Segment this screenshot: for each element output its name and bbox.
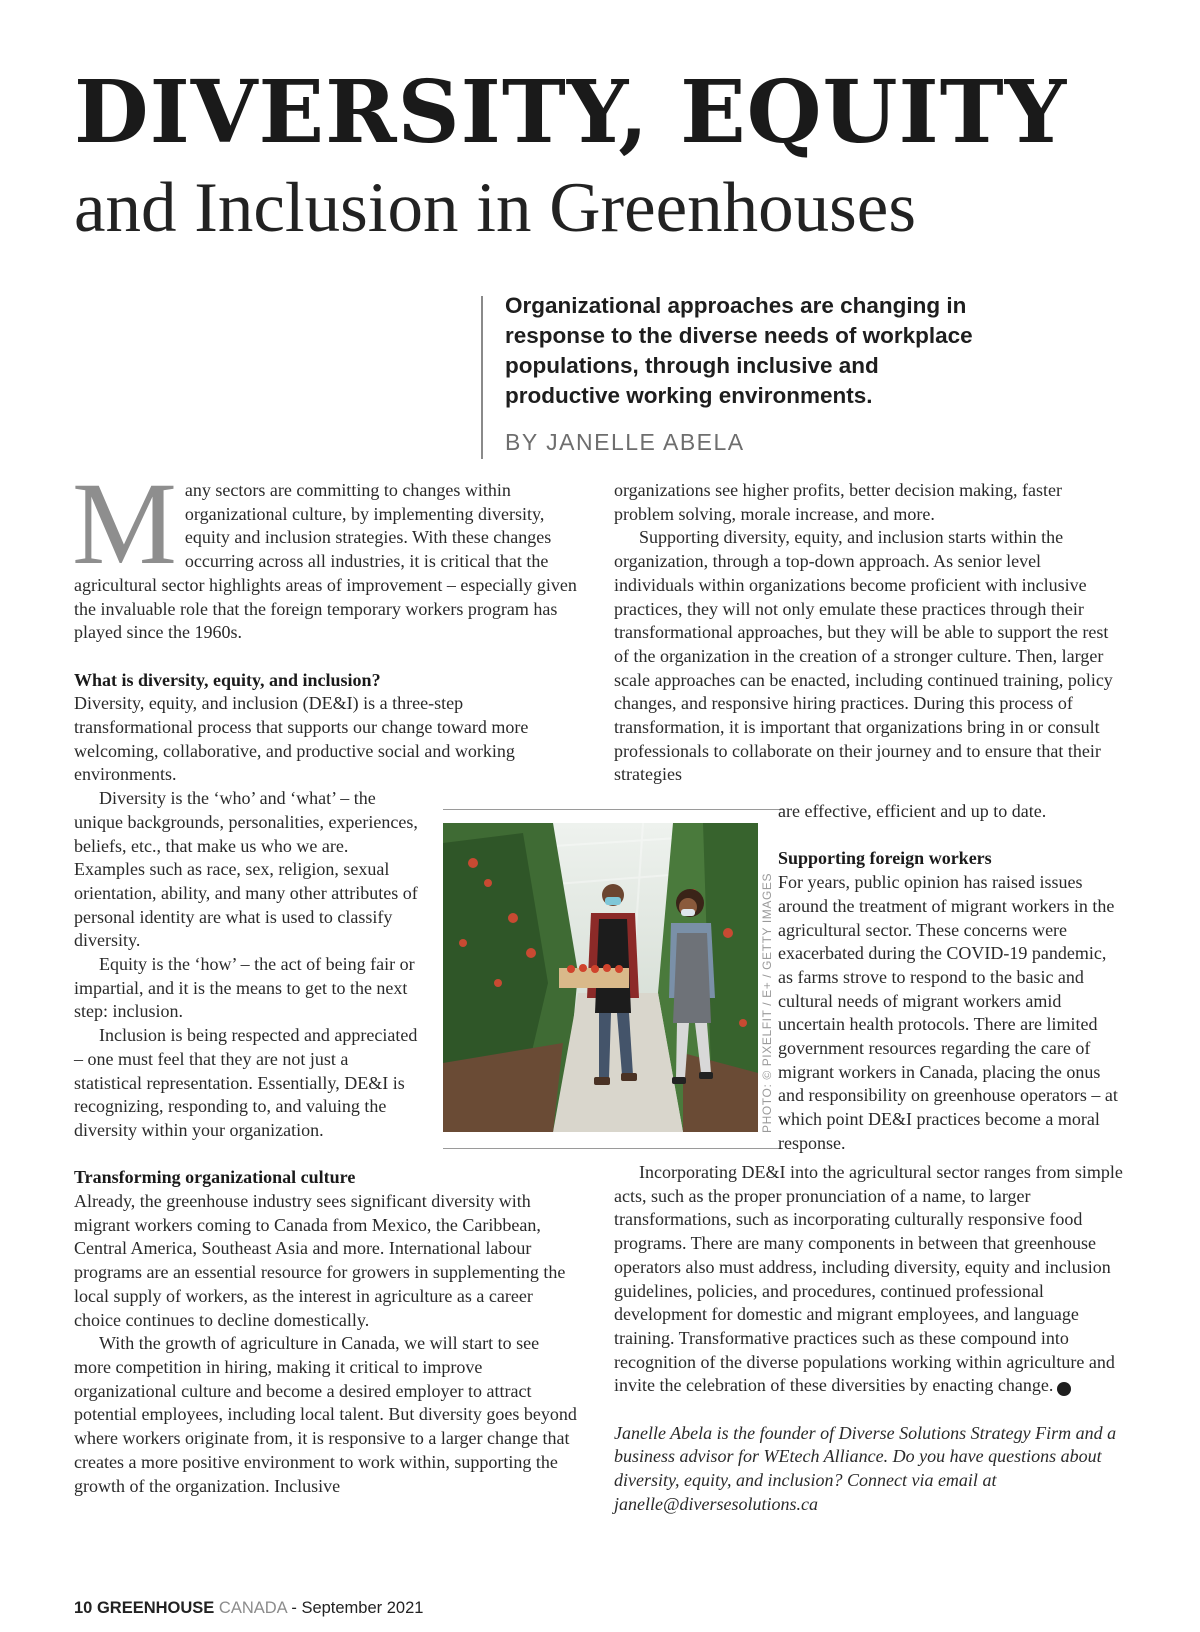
photo-illustration (443, 823, 758, 1132)
byline: BY JANELLE ABELA (505, 429, 745, 455)
paragraph: Diversity, equity, and inclusion (DE&I) is a three-step transformational process that supports our change toward more welcoming, collaborative, and productive social and working environments. (74, 693, 529, 785)
paragraph: organizations see higher profits, better decision making, faster problem solving, morale increase, and more. (614, 480, 1063, 524)
end-mark-icon: GC (1057, 1382, 1071, 1396)
magazine-name: GREENHOUSE (96, 1599, 215, 1617)
section-heading-what-is-dei: What is diversity, equity, and inclusion? (74, 669, 381, 690)
section-heading-transforming-culture: Transforming organizational culture (74, 1167, 356, 1188)
right-column-side (778, 800, 1125, 1156)
photo-credit: PHOTO: © PIXELFIT / E+ / GETTY IMAGES (760, 872, 774, 1133)
paragraph: are effective, efficient and up to date. (778, 801, 1047, 821)
author-bio: Janelle Abela is the founder of Diverse Solutions Strategy Firm and a business advisor for WEtech Alliance. Do you have questions about diversity, equity, and inclusion? Connect via email at janelle@diversesolutions.ca (614, 1422, 1117, 1514)
page-footer (74, 1599, 423, 1618)
article-deck: Organizational approaches are changing in response to the diverse needs of workplace populations, through inclusive and productive working environments. (505, 293, 973, 408)
paragraph: For years, public opinion has raised issues around the treatment of migrant workers in the agricultural sector. These concerns were exacerbated during the COVID-19 pandemic, as farms strove to respond to the basic and cultural needs of migrant workers amid uncertain health protocols. There are limited government resources regarding the care of migrant workers in Canada, placing the onus and responsibility on greenhouse operators – at which point DE&I practices become a moral response. (778, 872, 1118, 1153)
greenhouse-workers-photo (443, 823, 758, 1132)
paragraph: Diversity is the ‘who’ and ‘what’ – the unique backgrounds, personalities, experiences, beliefs, etc., that make us who we are. Examples such as race, sex, religion, sexual orientation, ability, and many other attributes of personal identity are what is used to classify diversity. (74, 788, 418, 951)
magazine-name-suffix: CANADA (218, 1599, 287, 1617)
right-column-bottom (614, 1161, 1125, 1517)
deck-divider (481, 296, 483, 459)
intro-text: any sectors are committing to changes within organizational culture, by implementing diversity, equity and inclusion strategies. With these changes occurring across all industries, it is critical that the agricultural sector highlights areas of improvement – especially given the invaluable role that the foreign temporary workers program has played since the 1960s. (74, 480, 577, 643)
article-title: DIVERSITY, EQUITY (74, 62, 1068, 163)
intro-paragraph (72, 458, 579, 645)
drop-cap: M (72, 458, 177, 589)
section-heading-supporting-foreign-workers: Supporting foreign workers (778, 848, 992, 869)
footer-separator: - (286, 1599, 302, 1617)
issue-date: September 2021 (301, 1599, 424, 1617)
right-column-top (614, 479, 1125, 787)
paragraph: Equity is the ‘how’ – the act of being fair or impartial, and it is the means to get to the next step: inclusion. (74, 954, 415, 1022)
paragraph (614, 1161, 1125, 1398)
paragraph: Already, the greenhouse industry sees significant diversity with migrant workers coming to Canada from Mexico, the Caribbean, Central America, Southeast Asia and more. International labour programs are an essential resource for growers in supplementing the local supply of workers, as the interest in agriculture as a career choice continues to decline domestically. (74, 1191, 566, 1330)
paragraph: With the growth of agriculture in Canada, we will start to see more competition in hiring, making it critical to improve organizational culture and become a desired employer to attract potential employees, including local talent. But diversity goes beyond where workers originate from, it is responsive to a larger change that creates a more positive environment to work within, supporting the growth of the organization. Inclusive (74, 1333, 577, 1496)
article-subtitle: and Inclusion in Greenhouses (74, 169, 916, 247)
photo-bottom-rule (443, 1148, 783, 1149)
closing-text: Incorporating DE&I into the agricultural sector ranges from simple acts, such as the proper pronunciation of a name, to larger transformations, such as incorporating culturally responsive food programs. There are many components in between that greenhouse operators also must address, including diversity, equity and inclusion guidelines, policies, and procedures, continued professional development for domestic and migrant employees, and language training. Transformative practices such as these compound into recognition of the diverse populations working within agriculture and invite the celebration of these diversities by enacting change. (614, 1162, 1123, 1396)
wrapped-text-block (74, 787, 419, 1143)
page-number: 10 (74, 1599, 93, 1617)
photo-top-rule (443, 809, 783, 810)
paragraph: Inclusion is being respected and appreciated – one must feel that they are not just a statistical representation. Essentially, DE&I is recognizing, responding to, and valuing the diversity within your organization. (74, 1025, 418, 1140)
paragraph: Supporting diversity, equity, and inclusion starts within the organization, through a top-down approach. As senior level individuals within organizations become proficient with inclusive practices, they will not only emulate these practices through their transformational approaches, but they will be able to support the rest of the organization in the creation of a stronger culture. Then, larger scale approaches can be enacted, including continued training, policy changes, and responsive hiring practices. During this process of transformation, it is important that organizations bring in or consult professionals to collaborate on their journey and to ensure that their strategies (614, 527, 1113, 785)
